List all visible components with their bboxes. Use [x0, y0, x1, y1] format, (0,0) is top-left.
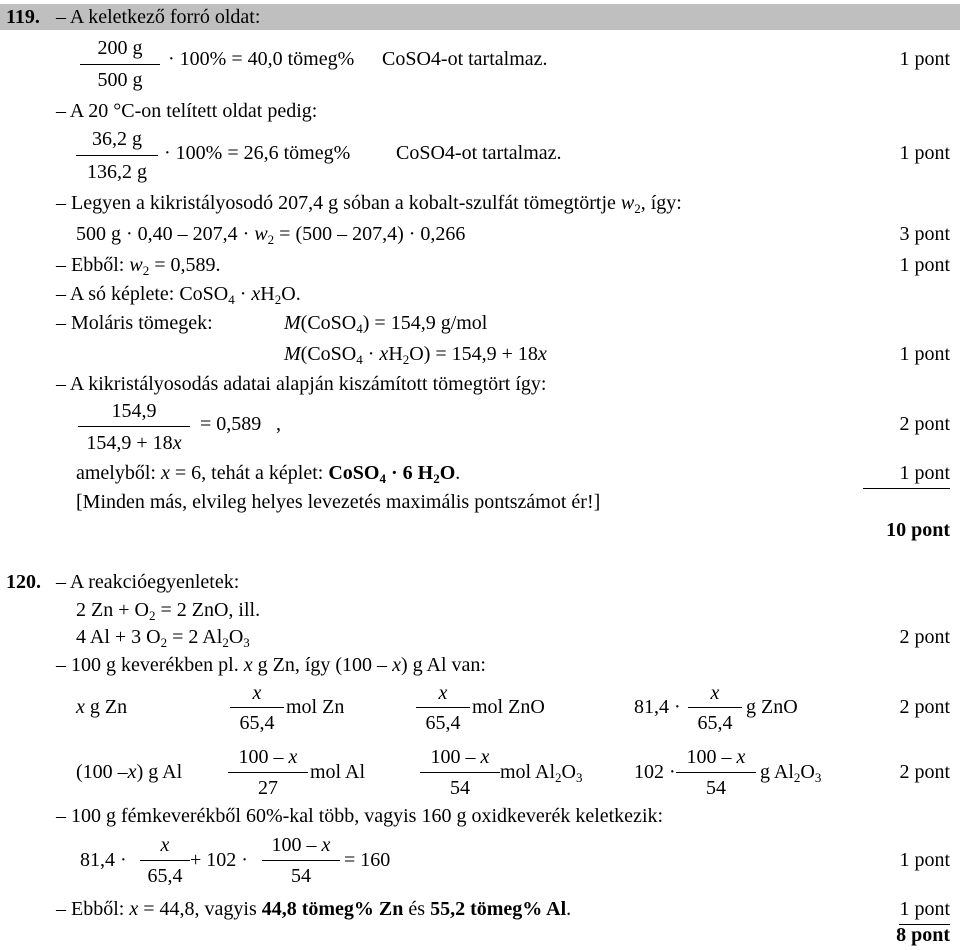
points: 1 pont — [899, 343, 950, 365]
text: mol Zn — [286, 696, 345, 718]
text: és — [403, 898, 431, 920]
text: – Legyen a kikristályosodó 207,4 g sóban a kobalt-szulfát tömegtörtje — [56, 192, 621, 214]
text: O — [228, 626, 244, 648]
text: O) = 154,9 + 18 — [409, 343, 538, 365]
problem-number: 119. — [6, 6, 40, 28]
text: , — [276, 413, 281, 435]
variable: x — [160, 462, 170, 484]
p119-line-12 — [0, 409, 960, 439]
variable: x — [127, 761, 137, 783]
text: ) = 154,9 g/mol — [362, 312, 488, 334]
p119-line-7 — [0, 250, 960, 280]
text: = 44,8, vagyis — [138, 898, 262, 920]
points: 1 pont — [899, 254, 950, 276]
text: 81,4 · — [634, 696, 681, 718]
text: H — [260, 283, 275, 305]
text: 500 g · 0,40 – 207,4 · — [76, 223, 255, 245]
text: 81,4 · — [80, 849, 127, 871]
text: [Minden más, elvileg helyes levezetés maximális pontszámot ér!] — [76, 491, 601, 513]
subscript: 3 — [814, 770, 822, 785]
text: O. — [281, 283, 301, 305]
text: amelyből: — [76, 462, 161, 484]
text: O — [439, 462, 456, 484]
p120-line-3 — [0, 622, 960, 652]
variable: w — [129, 254, 143, 276]
text: . — [455, 462, 461, 484]
text: . — [566, 898, 572, 920]
subscript: 2 — [402, 352, 410, 367]
p119-line-4 — [0, 138, 960, 168]
subscript: 2 — [274, 292, 282, 307]
p119-line-14 — [0, 487, 960, 517]
text: , így: — [640, 192, 682, 214]
points: 2 pont — [899, 761, 950, 783]
p119-line-10 — [0, 339, 960, 369]
subscript: 2 — [222, 635, 229, 650]
text: 44,8 tömeg% Zn — [261, 898, 404, 920]
fraction-numerator: x — [710, 682, 720, 704]
text: mol ZnO — [472, 696, 545, 718]
p120-line-4 — [0, 650, 960, 680]
fraction-numerator — [262, 830, 340, 860]
points: 2 pont — [899, 413, 950, 435]
text: CoSO — [328, 462, 380, 484]
text: – Ebből: — [56, 254, 130, 276]
variable: x — [243, 654, 253, 676]
p120-line-7 — [0, 801, 960, 831]
fraction-denominator: 65,4 — [239, 712, 275, 734]
text: H — [388, 343, 403, 365]
subscript: 2 — [555, 770, 562, 785]
subscript: 4 — [379, 471, 386, 486]
text: g ZnO — [746, 696, 798, 718]
p119-line-3 — [0, 96, 960, 126]
fraction-numerator: x — [252, 682, 262, 704]
text: CoSO4-ot tartalmaz. — [396, 142, 562, 164]
text: O — [561, 761, 576, 783]
text: = 2 ZnO, ill. — [155, 599, 261, 621]
text: – 100 g keverékben pl. — [56, 654, 244, 676]
text: 154,9 + 18 — [86, 432, 173, 454]
variable: x — [321, 834, 331, 856]
subscript: 2 — [267, 232, 275, 247]
text: · 100% = 40,0 tömeg% — [168, 48, 355, 70]
text: 2 Zn + O — [76, 599, 149, 621]
p120-line-2 — [0, 595, 960, 625]
fraction-denominator: 65,4 — [425, 712, 461, 734]
variable: w — [254, 223, 268, 245]
points: 2 pont — [899, 626, 950, 648]
p119-total — [0, 515, 960, 545]
variable: x — [392, 654, 401, 676]
text: g Zn — [84, 696, 128, 718]
text: – A 20 °C-on telített oldat pedig: — [56, 100, 318, 122]
variable: M — [284, 343, 301, 365]
points: 1 pont — [863, 458, 950, 489]
p119-line-9 — [0, 308, 960, 338]
variable: x — [379, 343, 389, 365]
points: 1 pont — [899, 849, 950, 871]
variable: x — [736, 746, 746, 768]
p119-line-11 — [0, 369, 960, 399]
text: O — [800, 761, 815, 783]
fraction-numerator — [420, 742, 500, 772]
fraction-denominator: 65,4 — [697, 712, 733, 734]
variable: w — [620, 192, 635, 214]
p119-line-6 — [0, 219, 960, 249]
fraction-numerator — [676, 742, 756, 772]
points: 2 pont — [899, 696, 950, 718]
variable: x — [480, 746, 490, 768]
text: = 160 — [344, 849, 391, 871]
subscript: 4 — [356, 352, 363, 367]
fraction-denominator: 54 — [291, 865, 311, 887]
p119-line-13 — [0, 458, 960, 488]
total-points: 8 pont — [896, 924, 950, 946]
fraction-denominator: 500 g — [97, 69, 143, 91]
text: = (500 – 207,4) · 0,266 — [274, 223, 466, 245]
p119-line-2 — [0, 44, 960, 74]
p119-line-1 — [0, 2, 960, 32]
p119-line-5 — [0, 188, 960, 218]
subscript: 2 — [148, 608, 156, 623]
text: (CoSO — [300, 312, 357, 334]
fraction-numerator: 154,9 — [111, 400, 157, 422]
text: (100 – — [76, 761, 128, 783]
fraction-denominator: 54 — [450, 777, 470, 799]
text: – A kikristályosodás adatai alapján kiszámított tömegtört így: — [56, 373, 547, 395]
variable: x — [251, 283, 261, 305]
text: · 6 H — [385, 462, 434, 484]
variable: M — [284, 312, 301, 334]
text: mol Al — [310, 761, 366, 783]
fraction-denominator: 27 — [258, 777, 278, 799]
p120-line-1 — [0, 567, 960, 597]
text: CoSO4-ot tartalmaz. — [382, 48, 548, 70]
variable: x — [172, 432, 182, 454]
fraction-numerator: x — [160, 834, 170, 856]
text: 102 · — [634, 761, 676, 783]
problem-number: 120. — [6, 571, 41, 593]
subscript: 2 — [142, 263, 150, 278]
text: – A reakcióegyenletek: — [56, 571, 240, 593]
text: + 102 · — [190, 849, 248, 871]
text: 100 – — [271, 834, 322, 856]
fraction-numerator: x — [438, 682, 448, 704]
text: (CoSO — [300, 343, 357, 365]
text: ) g Al — [136, 761, 183, 783]
points: 1 pont — [899, 894, 950, 925]
fraction-denominator: 136,2 g — [87, 161, 147, 183]
text: · — [234, 283, 252, 305]
text: – Moláris tömegek: — [56, 312, 213, 334]
text: = 2 Al — [167, 626, 223, 648]
subscript: 4 — [228, 292, 235, 307]
text: · — [362, 343, 380, 365]
fraction-numerator: 200 g — [97, 37, 143, 59]
subscript: 2 — [433, 471, 440, 486]
text: – A keletkező forró oldat: — [56, 6, 261, 28]
variable: x — [288, 746, 298, 768]
subscript: 3 — [575, 770, 583, 785]
variable: x — [537, 343, 547, 365]
fraction-numerator: 36,2 g — [92, 128, 142, 150]
p119-line-8 — [0, 279, 960, 309]
text: · 100% = 26,6 tömeg% — [164, 142, 351, 164]
subscript: 2 — [634, 201, 641, 216]
subscript: 2 — [793, 770, 801, 785]
text: 100 – — [430, 746, 481, 768]
points: 3 pont — [899, 223, 950, 245]
text: – 100 g fémkeverékből 60%-kal több, vagyis 160 g oxidkeverék keletkezik: — [56, 805, 664, 827]
p120-total — [0, 920, 960, 950]
text: – Ebből: — [56, 898, 130, 920]
text: – A só képlete: CoSO — [56, 283, 229, 305]
text: = 0,589 — [200, 413, 262, 435]
text: 55,2 tömeg% Al — [430, 898, 567, 920]
points: 1 pont — [899, 48, 950, 70]
total-points: 10 pont — [886, 519, 950, 541]
fraction-denominator: 54 — [706, 777, 726, 799]
variable: x — [76, 696, 85, 718]
subscript: 4 — [356, 321, 363, 336]
text: 100 – — [686, 746, 737, 768]
subscript: 3 — [243, 635, 250, 650]
fraction-numerator — [228, 742, 308, 772]
text: g Zn, így (100 – — [252, 654, 393, 676]
text: 4 Al + 3 O — [76, 626, 161, 648]
points: 1 pont — [899, 142, 950, 164]
text: = 6, tehát a képlet: — [169, 462, 329, 484]
text: g Al — [760, 761, 794, 783]
variable: x — [129, 898, 139, 920]
p120-line-5 — [0, 692, 960, 722]
subscript: 2 — [160, 635, 168, 650]
text: ) g Al van: — [400, 654, 486, 676]
text: 100 – — [238, 746, 289, 768]
fraction-denominator: 65,4 — [147, 865, 183, 887]
text: = 0,589. — [149, 254, 221, 276]
text: mol Al — [500, 761, 556, 783]
